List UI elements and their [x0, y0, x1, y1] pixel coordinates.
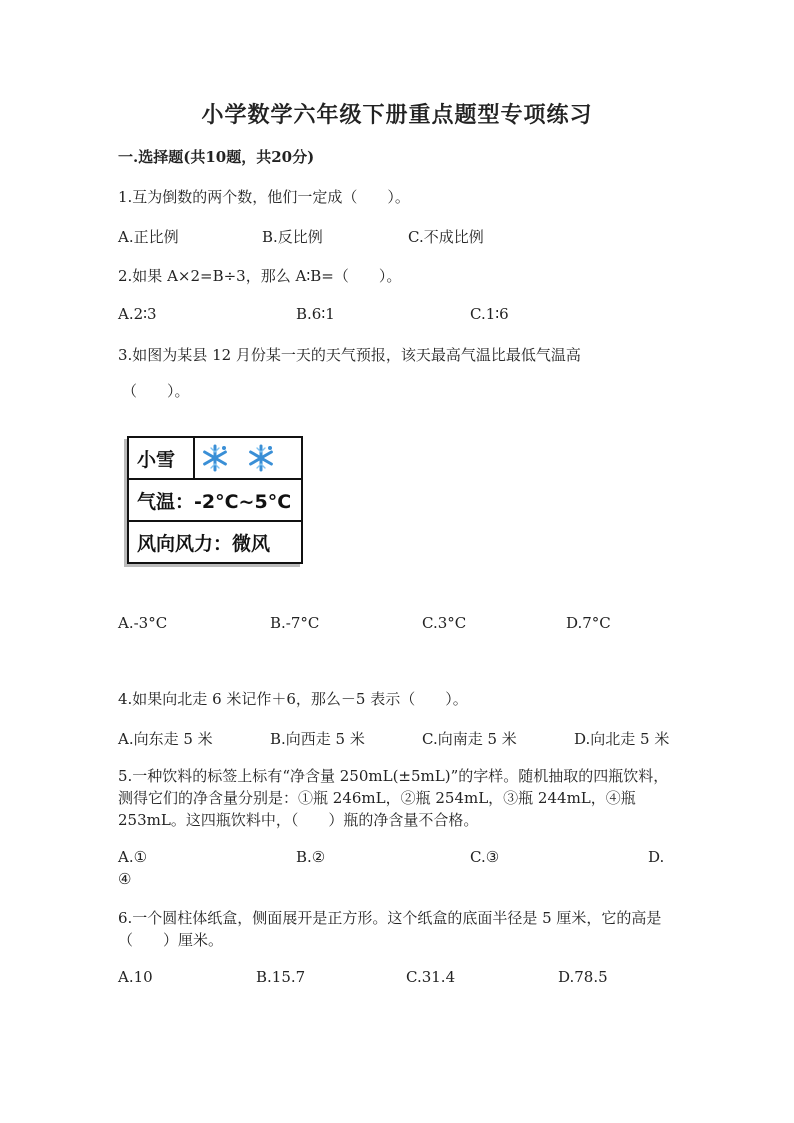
q4-option-b[interactable]: B.向西走 5 米: [270, 730, 365, 748]
q2-option-a[interactable]: A.2∶3: [118, 305, 157, 323]
weather-row-temperature: [129, 480, 301, 522]
weather-condition-label: 小雪: [137, 448, 176, 471]
snowflake-icon: [247, 444, 275, 472]
q4-option-c[interactable]: C.向南走 5 米: [422, 730, 517, 748]
q2-option-c[interactable]: C.1∶6: [470, 305, 509, 323]
q6-option-c[interactable]: C.31.4: [406, 968, 456, 986]
q5-option-d[interactable]: D.: [648, 848, 665, 866]
q4-option-d[interactable]: D.向北走 5 米: [574, 730, 670, 748]
section-heading: 一.选择题(共10题，共20分): [118, 148, 315, 166]
q3-option-c[interactable]: C.3°C: [422, 614, 467, 632]
question-6-stem: 6.一个圆柱体纸盒，侧面展开是正方形。这个纸盒的底面半径是 5 厘米，它的高是（ ）厘米。: [118, 909, 662, 949]
page-title: 小学数学六年级下册重点题型专项练习: [201, 102, 593, 128]
snowflake-icon: [201, 444, 229, 472]
weather-row-condition: [129, 438, 301, 480]
q5-option-c[interactable]: C.③: [470, 848, 500, 866]
q1-option-c[interactable]: C.不成比例: [408, 228, 484, 246]
question-4-stem: 4.如果向北走 6 米记作＋6，那么－5 表示（ ）。: [118, 690, 468, 708]
q5-option-a[interactable]: A.①: [118, 848, 148, 866]
question-3-stem-cont: （ ）。: [122, 382, 190, 400]
weather-row-wind: [129, 522, 301, 562]
q6-option-a[interactable]: A.10: [118, 968, 153, 986]
q6-option-b[interactable]: B.15.7: [256, 968, 306, 986]
question-3-stem: 3.如图为某县 12 月份某一天的天气预报，该天最高气温比最低气温高: [118, 346, 581, 364]
q3-option-a[interactable]: A.-3°C: [118, 614, 168, 632]
question-5-stem: 5.一种饮料的标签上标有“净含量 250mL(±5mL)”的字样。随机抽取的四瓶饮料，测得它们的净含量分别是：①瓶 246mL，②瓶 254mL，③瓶 244mL，④瓶 253mL。这四瓶饮料中，（ ）瓶的净含量不合格。: [118, 767, 669, 829]
question-2-stem: 2.如果 A×2=B÷3，那么 A∶B=（ ）。: [118, 267, 402, 285]
q1-option-b[interactable]: B.反比例: [262, 228, 323, 246]
question-1-stem: 1.互为倒数的两个数，他们一定成（ ）。: [118, 188, 410, 206]
weather-temperature: 气温：-2°C~5°C: [137, 490, 292, 513]
q1-option-a[interactable]: A.正比例: [118, 228, 179, 246]
q5-option-d-wrap[interactable]: ④: [118, 870, 132, 888]
weather-icons: [201, 438, 275, 478]
q2-option-b[interactable]: B.6∶1: [296, 305, 335, 323]
q5-option-b[interactable]: B.②: [296, 848, 326, 866]
q3-option-d[interactable]: D.7°C: [566, 614, 611, 632]
q6-option-d[interactable]: D.78.5: [558, 968, 608, 986]
q4-option-a[interactable]: A.向东走 5 米: [118, 730, 213, 748]
q3-option-b[interactable]: B.-7°C: [270, 614, 320, 632]
weather-wind: 风向风力：微风: [137, 532, 271, 555]
weather-divider: [193, 438, 195, 478]
weather-forecast-figure: [127, 436, 303, 564]
